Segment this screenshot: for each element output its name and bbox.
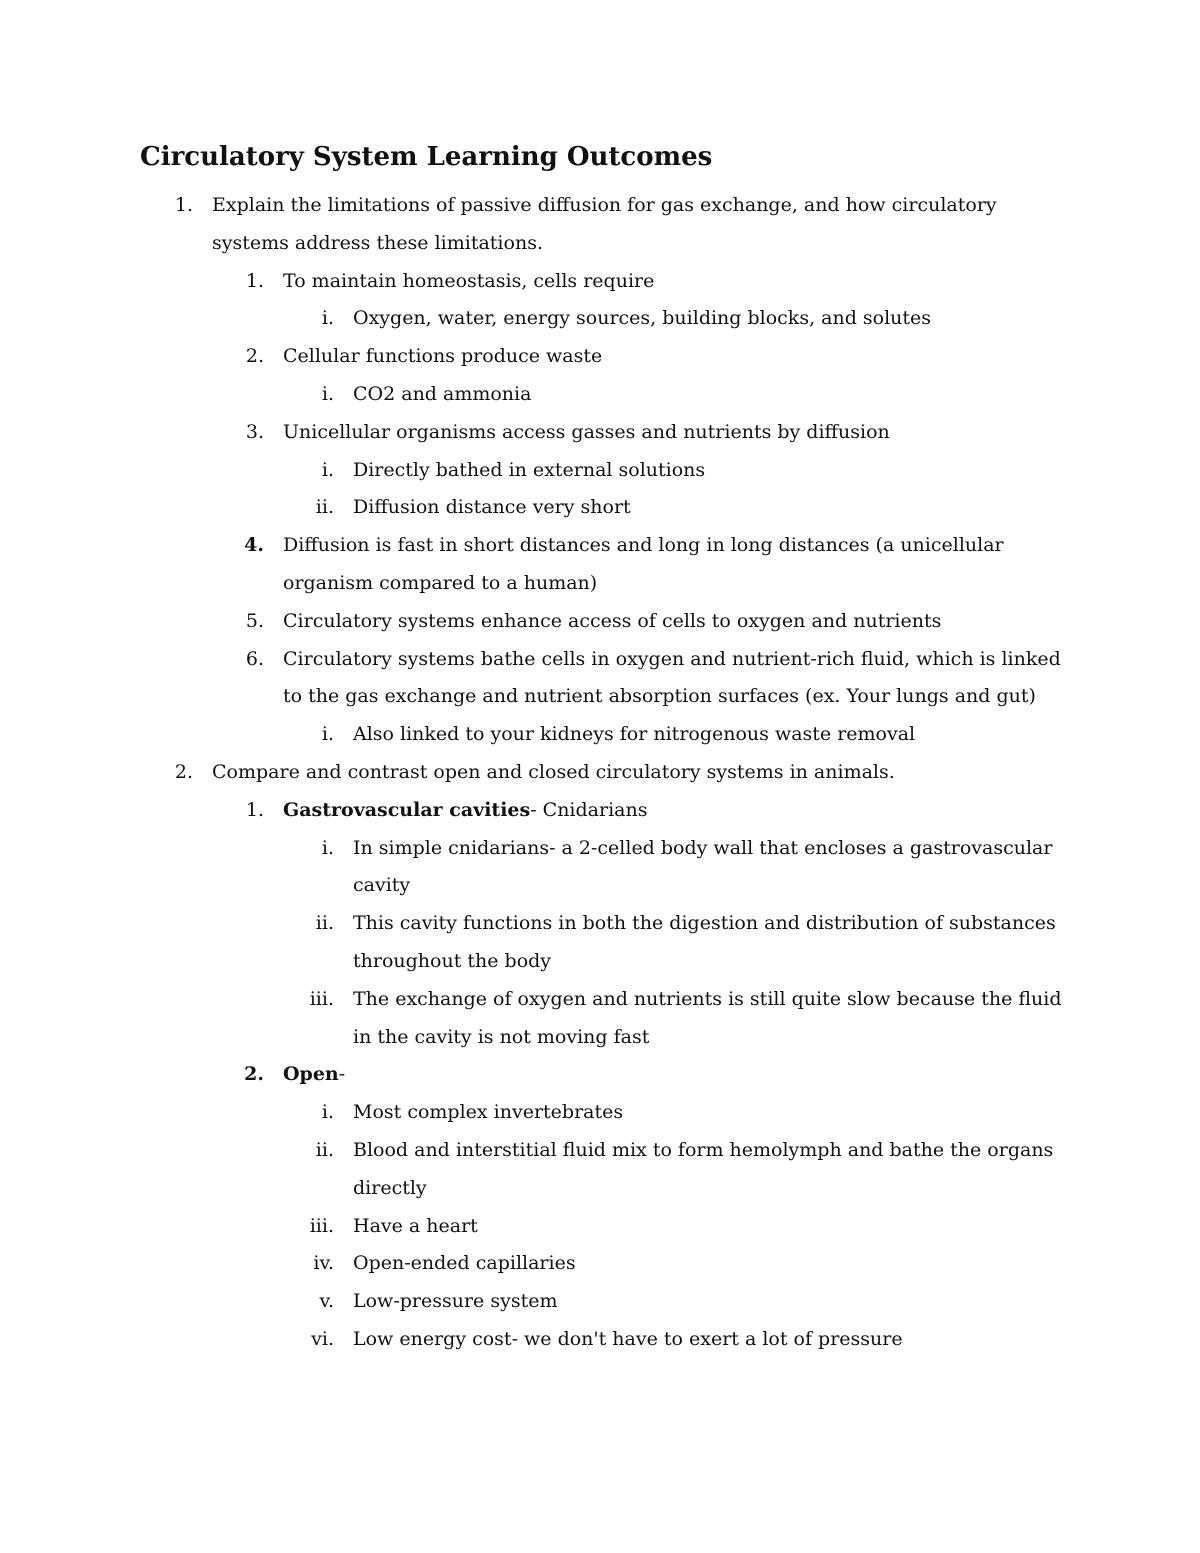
list-item-text (353, 1025, 650, 1048)
list-item-text (353, 1176, 427, 1199)
list-marker: i. (321, 383, 334, 405)
list-item-line: Also linked to your kidneys for nitrogenous waste removal (353, 723, 916, 746)
list-marker: iii. (309, 1214, 334, 1237)
list-item-text (283, 1065, 345, 1084)
list-marker: i. (321, 458, 334, 481)
list-item-line: Oxygen, water, energy sources, building blocks, and solutes (353, 307, 932, 330)
list-marker: vi. (311, 1328, 334, 1350)
list-item-text (353, 725, 915, 744)
list-item-line: Cellular functions produce waste (283, 345, 603, 368)
list-marker: iii. (309, 987, 334, 1010)
list-item-heading: Gastrovascular cavities (283, 798, 531, 821)
list-item-text (353, 1254, 576, 1273)
list-item-line: Circulatory systems bathe cells in oxygen and nutrient-rich fluid, which is linked (283, 647, 1061, 670)
list-item-text (353, 1292, 557, 1311)
list-item-line: - (338, 1063, 346, 1086)
list-item-line: Have a heart (353, 1214, 478, 1237)
list-item-text (353, 1214, 478, 1237)
list-item-line: Diffusion is fast in short distances and long in long distances (a unicellular (283, 534, 1004, 557)
list-item-heading: Open (283, 1063, 339, 1086)
page-title: Circulatory System Learning Outcomes (140, 142, 713, 172)
list-item-text (353, 987, 1062, 1010)
list-item-text (283, 647, 1061, 670)
list-item-line: directly (353, 1176, 427, 1199)
list-marker: 6. (245, 647, 264, 670)
list-item-text (353, 385, 531, 404)
list-item-text (353, 458, 706, 481)
list-marker: 4. (244, 534, 264, 557)
list-item-text (353, 952, 551, 971)
list-item-text (353, 914, 1056, 933)
list-item-text (212, 763, 895, 782)
list-marker: 5. (245, 609, 264, 632)
list-item-text (353, 309, 931, 328)
list-item-line: - Cnidarians (530, 798, 648, 821)
list-item-line: Unicellular organisms access gasses and nutrients by diffusion (283, 420, 890, 443)
list-item-text (283, 687, 1036, 706)
list-item-line: This cavity functions in both the digestion and distribution of substances (353, 912, 1056, 935)
list-marker: i. (321, 723, 334, 746)
list-item-line: Diffusion distance very short (353, 496, 631, 519)
list-marker: 2. (244, 1063, 264, 1086)
list-marker: i. (321, 836, 334, 859)
list-item-text (353, 498, 631, 517)
list-item-text (283, 609, 942, 632)
list-marker: i. (321, 1101, 334, 1124)
list-item-text (353, 836, 1053, 859)
list-item-line: Circulatory systems enhance access of cells to oxygen and nutrients (283, 609, 942, 632)
list-item-text (283, 269, 655, 292)
list-item-text (283, 574, 597, 593)
list-item-line: in the cavity is not moving fast (353, 1025, 650, 1048)
list-item-line: CO2 and ammonia (353, 383, 532, 405)
list-item-text (283, 798, 648, 821)
list-item-line: cavity (353, 874, 411, 897)
list-marker: 3. (245, 420, 264, 443)
list-marker: 1. (245, 269, 264, 292)
list-item-line: to the gas exchange and nutrient absorption surfaces (ex. Your lungs and gut) (283, 685, 1036, 708)
list-item-line: Explain the limitations of passive diffusion for gas exchange, and how circulatory (212, 194, 997, 216)
list-item-line: Low-pressure system (353, 1290, 558, 1313)
list-marker: iv. (313, 1252, 334, 1275)
list-marker: 2. (174, 761, 193, 783)
list-item-line: Most complex invertebrates (353, 1101, 624, 1124)
list-item-text (212, 196, 997, 215)
list-marker: ii. (315, 496, 334, 519)
list-item-line: Compare and contrast open and closed circulatory systems in animals. (212, 761, 895, 783)
list-item-line: To maintain homeostasis, cells require (283, 269, 655, 292)
list-item-text (353, 1330, 903, 1349)
list-marker: v. (319, 1290, 334, 1313)
list-marker: ii. (315, 1139, 334, 1161)
list-marker: ii. (315, 912, 334, 935)
list-item-line: Blood and interstitial fluid mix to form hemolymph and bathe the organs (353, 1139, 1054, 1161)
list-item-text (283, 347, 602, 366)
list-item-text (353, 1103, 623, 1122)
list-item-text (353, 876, 410, 895)
list-item-line: Open-ended capillaries (353, 1252, 576, 1275)
list-marker: 2. (245, 345, 264, 368)
list-item-line: throughout the body (353, 950, 552, 972)
list-item-line: In simple cnidarians- a 2-celled body wall that encloses a gastrovascular (353, 836, 1053, 859)
list-item-line: systems address these limitations. (212, 231, 543, 254)
list-marker: 1. (245, 798, 264, 821)
list-item-text (353, 1141, 1053, 1160)
list-item-text (283, 536, 1004, 555)
list-item-text (283, 420, 890, 443)
list-marker: i. (321, 307, 334, 330)
list-item-line: The exchange of oxygen and nutrients is still quite slow because the fluid (353, 987, 1062, 1010)
list-item-text (212, 231, 543, 254)
list-item-line: Directly bathed in external solutions (353, 458, 706, 481)
list-item-line: organism compared to a human) (283, 572, 598, 594)
list-marker: 1. (174, 194, 193, 216)
list-item-line: Low energy cost- we don't have to exert a lot of pressure (353, 1328, 903, 1350)
